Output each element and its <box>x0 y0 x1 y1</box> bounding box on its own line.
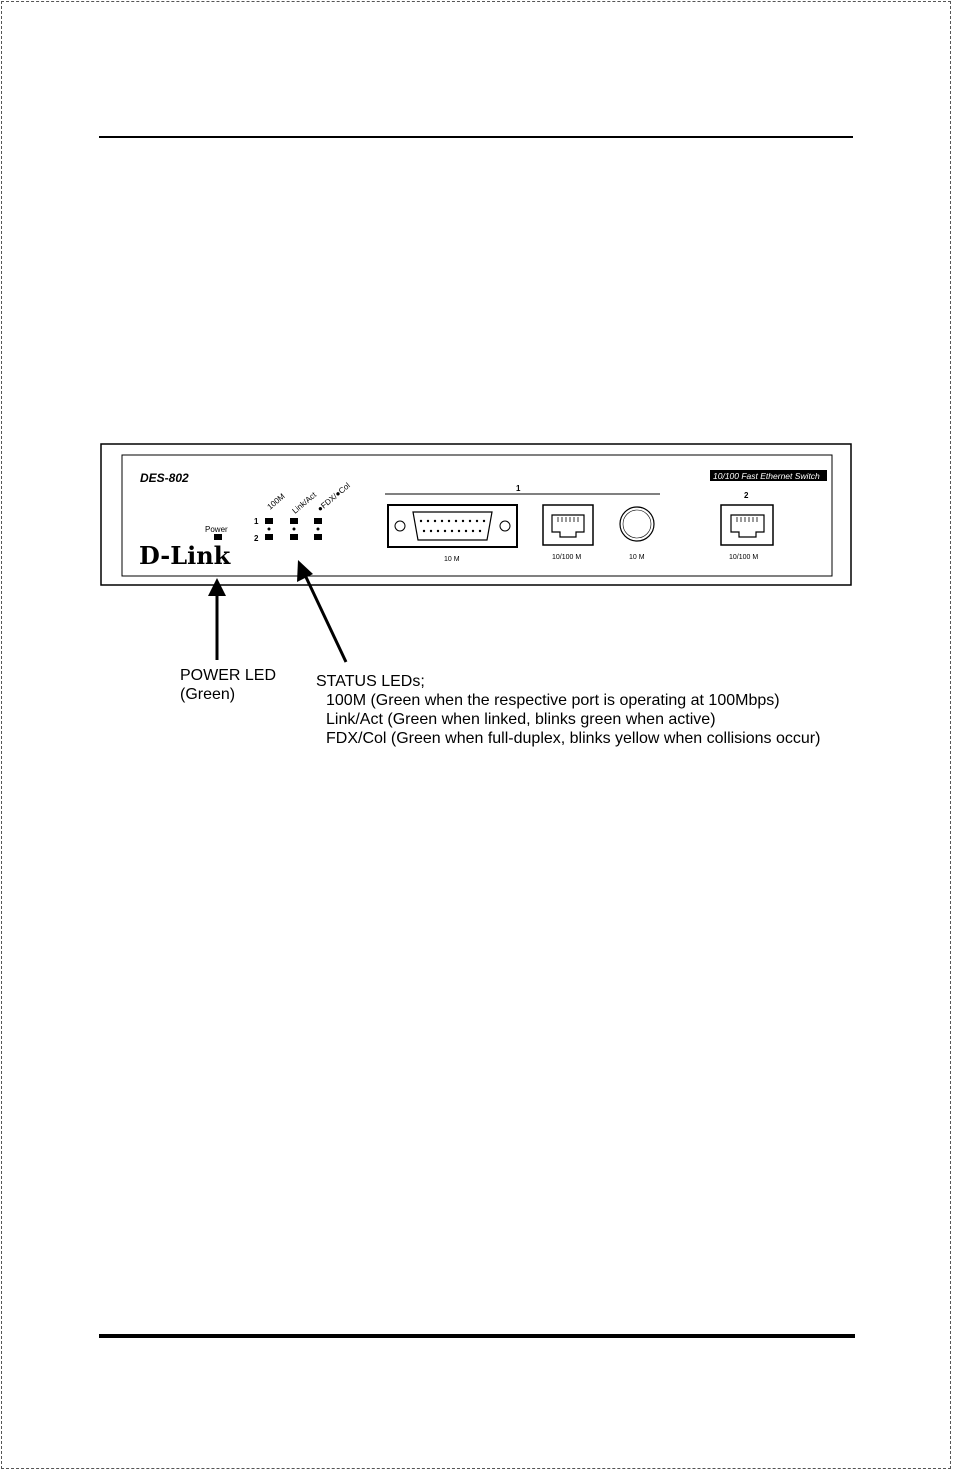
led-header-link-act: Link/Act <box>290 490 319 516</box>
led-100m-dot <box>268 528 271 531</box>
rj45-port-2-label: 10/100 M <box>729 554 759 561</box>
power-led-callout <box>180 666 276 704</box>
status-callout-fdx-col: FDX/Col (Green when full-duplex, blinks yellow when collisions occur) <box>326 730 821 747</box>
power-arrow <box>208 578 226 660</box>
status-callout-link-act: Link/Act (Green when linked, blinks green when active) <box>326 711 716 728</box>
model-name: DES-802 <box>140 471 189 485</box>
power-label: Power <box>205 525 228 534</box>
bnc-port-label: 10 M <box>629 554 645 561</box>
port-group-2-label: 2 <box>744 491 749 500</box>
product-badge: 10/100 Fast Ethernet Switch <box>713 471 820 481</box>
power-led-callout-title: POWER LED <box>180 667 277 684</box>
led-100m-port1 <box>265 518 273 524</box>
led-row-label-1: 1 <box>254 517 259 526</box>
aui-connector <box>413 512 492 540</box>
led-link-dot <box>293 528 296 531</box>
rj45-port-1-label: 10/100 M <box>552 554 582 561</box>
led-header-fdx-col: ●FDX/●Col <box>315 480 352 514</box>
status-leds-callout <box>316 672 820 748</box>
led-100m-port2 <box>265 534 273 540</box>
status-callout-100m: 100M (Green when the respective port is operating at 100Mbps) <box>326 692 780 709</box>
status-leds-callout-title: STATUS LEDs; <box>316 673 425 690</box>
led-fdx-port2 <box>314 534 322 540</box>
port-group-1-label: 1 <box>516 484 521 493</box>
power-led-callout-subtitle: (Green) <box>180 686 236 703</box>
led-header-100m: 100M <box>265 491 287 512</box>
led-fdx-dot <box>317 528 320 531</box>
led-row-label-2: 2 <box>254 534 259 543</box>
aui-screw-right <box>500 521 510 531</box>
power-led <box>214 534 222 540</box>
brand-logo: D-Link <box>139 541 231 570</box>
led-link-port1 <box>290 518 298 524</box>
led-fdx-port1 <box>314 518 322 524</box>
bnc-port <box>620 507 654 541</box>
led-link-port2 <box>290 534 298 540</box>
aui-screw-left <box>395 521 405 531</box>
aui-port-label: 10 M <box>444 556 460 563</box>
